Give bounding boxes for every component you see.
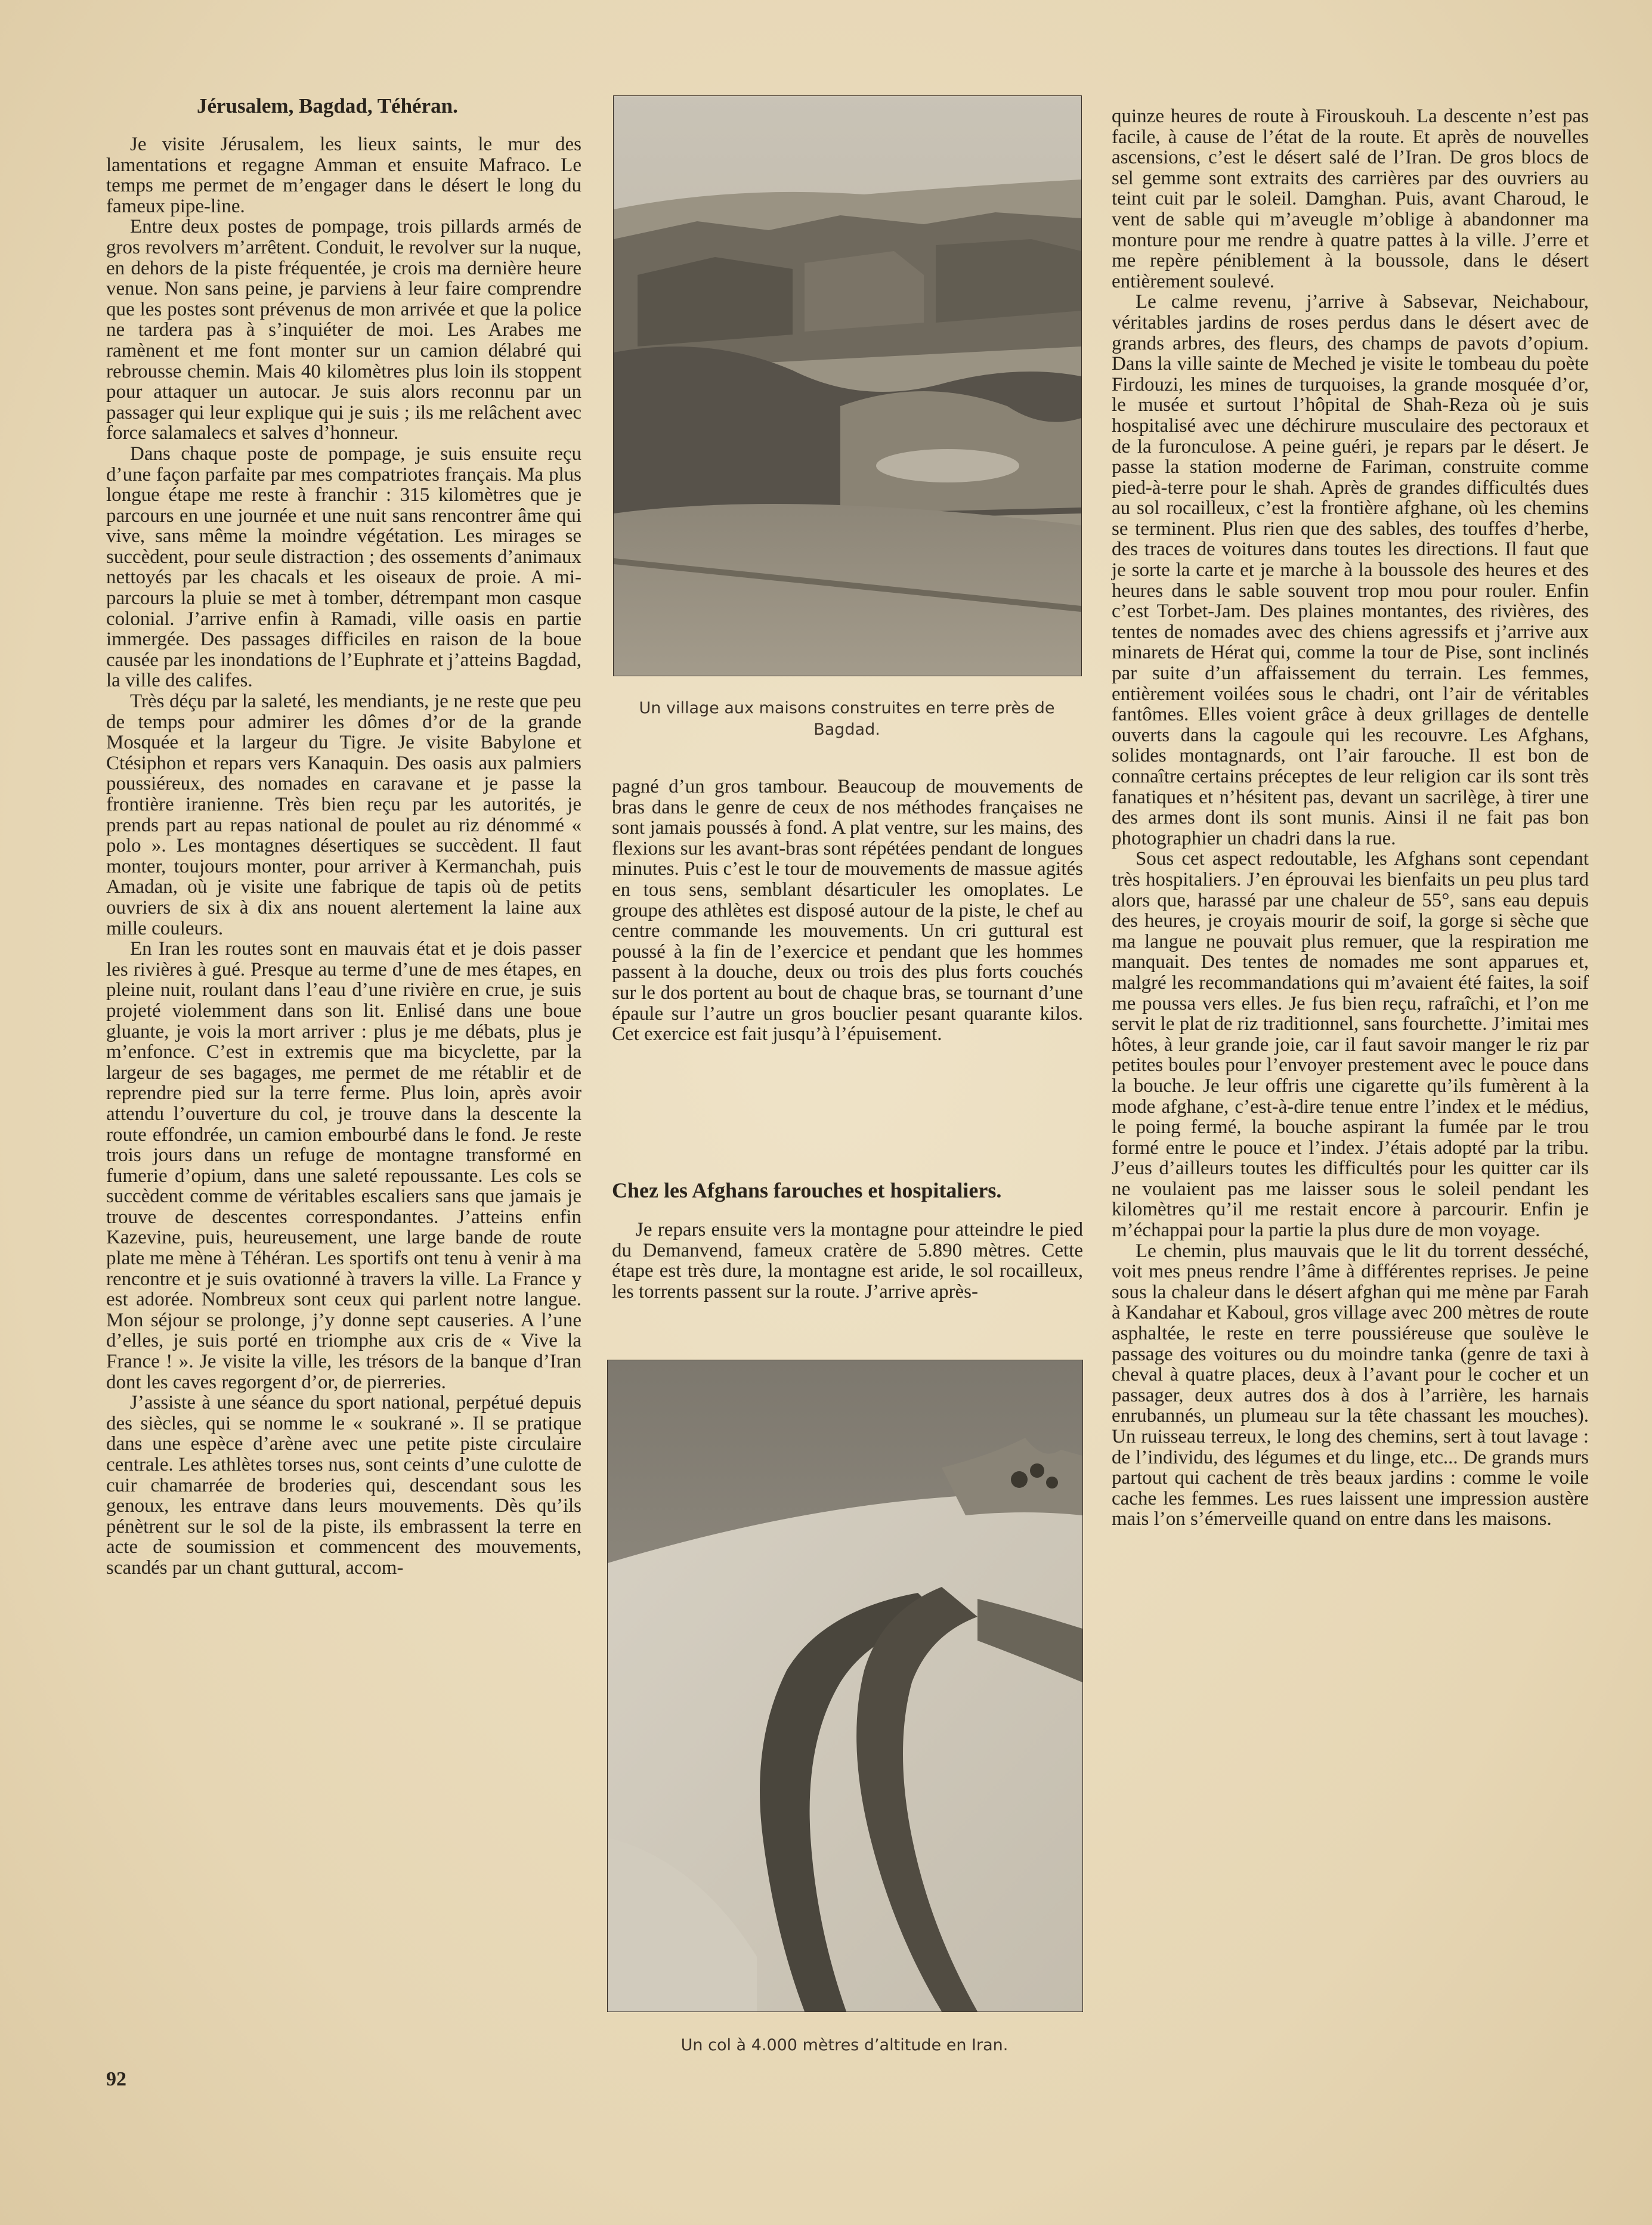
paragraph: Le chemin, plus mauvais que le lit du torrent desséché, voit mes pneus rendre l’âme à différentes reprises. Je peine sous la chaleur dans le désert afghan qui me mène par Farah à Kandahar et Kaboul, gros village avec 200 mètres de route asphaltée, le reste en terre poussiéreuse que soulève le passage des voitures ou du moindre tanka (genre de taxi à cheval à quatre places, deux à l’avant pour le cocher et un passager, deux autres dos à dos à l’arrière, les harnais enrubannés, un plumeau sur la tête chassant les mouches). Un ruisseau terreux, le long des chemins, sert à tout lavage : de l’individu, des légumes et du linge, etc... De grands murs partout qui cachent de très beaux jardins : comme le voile cache les femmes. Les rues laissent une impression austère mais l’on s’émerveille quand on entre dans les maisons. — [1112, 1240, 1589, 1530]
paragraph: Entre deux postes de pompage, trois pillards armés de gros revolvers m’arrêtent. Conduit, le revolver sur la nuque, en dehors de la piste fréquentée, je crois ma dernière heure venue. Non sans peine, je parviens à leur faire comprendre que les postes sont prévenus de mon arrivée et que la police ne tardera pas à s’inquiéter de moi. Les Arabes me ramènent et me font monter sur un camion délabré qui rebrousse chemin. Mais 40 kilomètres plus loin ils stoppent pour attaquer un autocar. Je suis alors reconnu par un passager qui leur explique qui je suis ; ils me relâchent avec force salamalecs et salves d’honneur. — [106, 216, 581, 444]
paragraph: Dans chaque poste de pompage, je suis ensuite reçu d’une façon parfaite par mes compatriotes français. Ma plus longue étape me reste à franchir : 315 kilomètres que je parcours en une journée et une nuit sans rencontrer âme qui vive, sans même la moindre végétation. Les mirages se succèdent, pour seule distraction ; des ossements d’animaux nettoyés par les chacals et les oiseaux de proie. A mi-parcours la pluie se met à tomber, détrempant mon casque colonial. J’arrive enfin à Ramadi, ville oasis en partie immergée. Des passages difficiles en raison de la boue causée par les inondations de l’Euphrate et j’atteins Bagdad, la ville des califes. — [106, 442, 581, 692]
photo-village-bagdad — [613, 95, 1082, 676]
photo-caption: Un village aux maisons construites en terre près de Bagdad. — [639, 699, 1055, 739]
mountain-pass-photo-image — [608, 1360, 1082, 2012]
paragraph: Le calme revenu, j’arrive à Sabsevar, Neichabour, véritables jardins de roses perdus dans le désert avec de grands arbres, des fleurs, des champs de pavots d’opium. Dans la ville sainte de Meched je visite le tombeau du poète Firdouzi, les mines de turquoises, la grande mosquée d’or, le musée et surtout l’hôpital de Shah-Reza où je suis hospitalisé avec une déchirure musculaire des pectoraux et de la furonculose. A peine guéri, je repars par le désert. Je passe la station moderne de Fariman, construite comme pied-à-terre pour le shah. Après de grandes difficultés dues au sol rocailleux, c’est la frontière afghane, où les chemins se terminent. Plus rien que des sables, des touffes d’herbe, des traces de voitures dans toutes les directions. Il faut que je sorte la carte et je marche à la boussole des heures et des heures dans le sable souvent trop mou pour rouler. Enfin c’est Torbet-Jam. Des plaines montantes, des rivières, des tentes de nomades avec des chiens agressifs et j’arrive aux minarets de Hérat qui, comme la tour de Pise, sont inclinés par suite d’un affaissement du terrain. Les femmes, entièrement voilées sous le chadri, ont l’air de véritables fantômes. Elles voient grâce à deux grillages de dentelle ouverts dans la cagoule qui les recouvre. Les Afghans, solides montagnards, ont l’air farouche. Il est bon de connaître certains préceptes de leur religion car ils sont très fanatiques et n’hésitent pas, devant un sacrilège, à tirer une des armes dont ils sont munis. Ainsi il ne fait pas bon photographier un chadri dans la rue. — [1112, 291, 1589, 849]
article-column-left — [106, 134, 581, 1579]
paragraph: Sous cet aspect redoutable, les Afghans sont cependant très hospitaliers. J’en éprouvai les bienfaits un peu plus tard alors que, harassé par une chaleur de 55°, sans eau depuis des heures, je croyais mourir de soif, la gorge si sèche que ma langue ne pouvait plus remuer, que la respiration me manquait. Des tentes de nomades me sont apparues et, malgré les recommandations qui m’avaient été faites, la soif me poussa vers elles. Je fus bien reçu, rafraîchi, et l’on me servit le plat de riz traditionnel, sans fourchette. J’imitai mes hôtes, à leur grande joie, car il faut savoir manger le riz par petites boules pour l’envoyer prestement avec le pouce dans la bouche. Je leur offris une cigarette qu’ils fumèrent à la mode afghane, c’est-à-dire tenue entre l’index et le médius, le poing fermé, la bouche aspirant la fumée par le trou formé entre le pouce et l’index. J’étais adopté par la tribu. J’eus d’ailleurs toutes les difficultés pour les quitter car ils ne voulaient pas me laisser sous le soleil pendant les kilomètres qu’il me restait encore à parcourir. Enfin je m’échappai pour la partie la plus dure de mon voyage. — [1112, 848, 1589, 1242]
photo-mountain-pass-iran — [607, 1360, 1083, 2012]
paragraph-continuation: pagné d’un gros tambour. Beaucoup de mouvements de bras dans le genre de ceux de nos méthodes françaises ne sont jamais poussés à fond. A plat ventre, sur les mains, des flexions sur les avant-bras sont répétées pendant de longues minutes. Puis c’est le tour de mouvements de massue agités en tous sens, semblant désarticuler les omoplates. Le groupe des athlètes est disposé autour de la piste, le chef au centre commande les mouvements. Un cri guttural est poussé à la fin de l’exercice et pendant que les hommes passent à la douche, deux ou trois des plus forts couchés sur le dos portent au bout de chaque bras, se tournant d’une épaule sur l’autre un gros bouclier pesant quarante kilos. Cet exercice est fait jusqu’à l’épuisement. — [612, 776, 1083, 1045]
article-column-right — [1112, 106, 1589, 1530]
article-column-middle — [612, 776, 1083, 1045]
paragraph: Je visite Jérusalem, les lieux saints, le mur des lamentations et regagne Amman et ensuite Mafraco. Le temps me permet de m’engager dans le désert le long du fameux pipe-line. — [106, 134, 581, 217]
paragraph: quinze heures de route à Firouskouh. La descente n’est pas facile, à cause de l’état de la route. Et après de nouvelles ascensions, c’est le désert salé de l’Iran. De gros blocs de sel gemme sont extraits des carrières par des ouvriers au teint cuit par le soleil. Damghan. Puis, avant Charoud, le vent de sable qui m’aveugle m’oblige à abandonner ma monture pour me rendre à quatre pattes à la ville. J’erre et me repère péniblement à la boussole, dans le désert entièrement soulevé. — [1112, 106, 1589, 292]
paragraph: Très déçu par la saleté, les mendiants, je ne reste que peu de temps pour admirer les dômes d’or de la grande Mosquée et la largeur du Tigre. Je visite Babylone et Ctésiphon et repars vers Kanaquin. Des oasis aux palmiers poussiéreux, des nomades en caravane et je passe la frontière iranienne. Très bien reçu par les autorités, je prends part au repas national de poulet au riz dénommé « polo ». Les montagnes désertiques se succèdent. Il faut monter, toujours monter, pour arriver à Kermanchah, puis Amadan, où je visite une fabrique de tapis où de petits ouvriers de six à dix ans nouent alertement la laine aux mille couleurs. — [106, 691, 581, 939]
paragraph: J’assiste à une séance du sport national, perpétué depuis des siècles, qui se nomme le « soukrané ». Il se pratique dans une espèce d’arène avec une petite piste circulaire centrale. Les athlètes torses nus, sont ceints d’une culotte de cuir chamarrée de broderies qui, descendant sous les genoux, les entrave dans leurs mouvements. Dès qu’ils pénètrent sur le sol de la piste, ils embrassent la terre en acte de soumission et commencent des mouvements, scandés par un chant guttural, accom- — [106, 1392, 581, 1579]
section-heading-jerusalem: Jérusalem, Bagdad, Téhéran. — [197, 94, 458, 117]
page-number: 92 — [106, 2068, 126, 2090]
paragraph: Je repars ensuite vers la montagne pour atteindre le pied du Demanvend, fameux cratère de 5.890 mètres. Cette étape est très dure, la montagne est aride, le sol rocailleux, les torrents passent sur la route. J’arrive après- — [612, 1219, 1083, 1302]
paragraph: En Iran les routes sont en mauvais état et je dois passer les rivières à gué. Presque au terme d’une de mes étapes, en pleine nuit, roulant dans l’eau d’une rivière en crue, je suis projeté violemment dans son lit. Enlisé dans une boue gluante, je vois la mort arriver : plus je me débats, plus je m’enfonce. C’est in extremis que ma bicyclette, par la largeur de ses bagages, me permet de me rétablir et de reprendre pied sur la terre ferme. Plus loin, après avoir attendu l’ouverture du col, je trouve dans la descente la route effondrée, un camion embourbé dans le fond. Je reste trois jours dans un refuge de montagne transformé en fumerie d’opium, dans une saleté repoussante. Les cols se succèdent comme de véritables escaliers sans que jamais je trouve de descentes correspondantes. J’atteins enfin Kazevine, puis, heureusement, une large bande de route plate me mène à Téhéran. Les sportifs ont tenu à venir à ma rencontre et je suis ovationné à travers la ville. La France y est adorée. Nombreux sont ceux qui parlent notre langue. Mon séjour se prolonge, j’y donne sept causeries. A l’une d’elles, je suis porté en triomphe aux cris de « Vive la France ! ». Je visite la ville, les trésors de la banque d’Iran dont les caves regorgent d’or, de pierreries. — [106, 938, 581, 1393]
village-photo-image — [614, 96, 1081, 676]
article-column-middle-lower — [612, 1220, 1083, 1302]
section-heading-afghans: Chez les Afghans farouches et hospitaliers. — [612, 1178, 1002, 1202]
photo-caption: Un col à 4.000 mètres d’altitude en Iran. — [680, 2036, 1008, 2054]
